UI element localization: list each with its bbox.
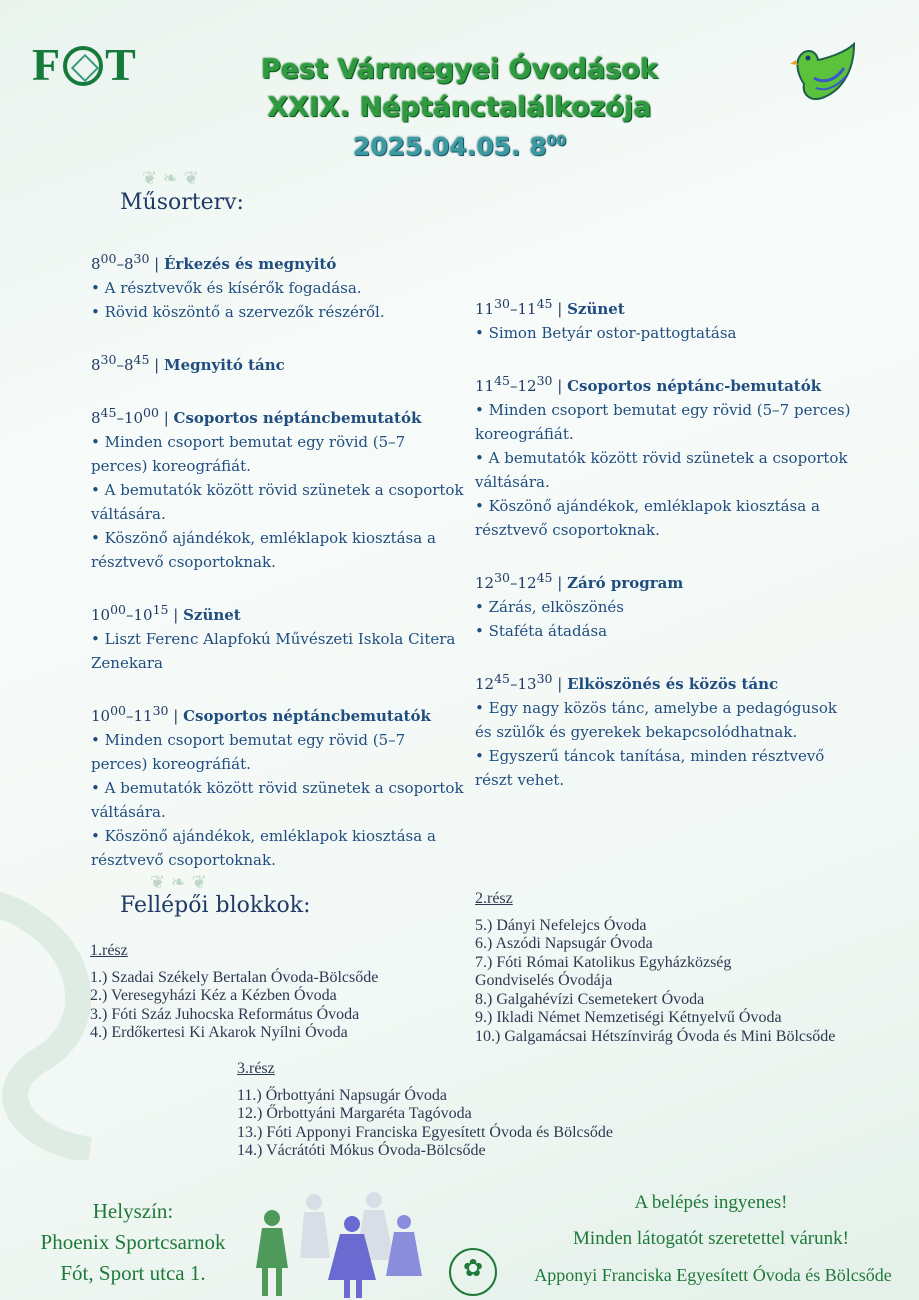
schedule-time: 45 xyxy=(536,296,553,311)
schedule-entry-title: Csoportos néptáncbemutatók xyxy=(183,707,431,725)
schedule-bullet: • A résztvevők és kísérők fogadása. xyxy=(91,279,362,297)
schedule-time: | xyxy=(168,606,184,624)
schedule-time: 00 xyxy=(110,703,126,718)
part3-label: 3.rész xyxy=(237,1060,275,1077)
schedule-entry xyxy=(91,699,466,872)
schedule-time: | xyxy=(552,377,568,395)
schedule-bullet: • Egyszerű táncok tanítása, minden résztvevő részt vehet. xyxy=(475,747,825,789)
part2-list xyxy=(475,890,875,1046)
schedule-time: –10 xyxy=(116,409,144,427)
part2-label: 2.rész xyxy=(475,890,513,907)
ornament-icon: ❦ ❧ ❦ xyxy=(142,168,199,189)
schedule-entry xyxy=(475,369,855,542)
schedule-bullet: • A bemutatók között rövid szünetek a csoportok váltására. xyxy=(91,481,464,523)
schedule-entry-header xyxy=(91,598,466,627)
schedule-time: 30 xyxy=(100,352,117,367)
schedule-entry-header xyxy=(91,247,466,276)
schedule-bullet: • Simon Betyár ostor-pattogtatása xyxy=(475,324,737,342)
schedule-entry-title: Szünet xyxy=(567,300,625,318)
schedule-time: 45 xyxy=(536,570,553,585)
schedule-time: | xyxy=(158,409,174,427)
schedule-time: 11 xyxy=(475,377,495,395)
organizer-name: Apponyi Franciska Egyesített Óvoda és Bölcsőde xyxy=(534,1265,892,1285)
event-date: 2025.04.05. $8^{00}$ xyxy=(352,132,567,161)
organizer-logo-icon xyxy=(449,1248,497,1296)
list-item: 8.) Galgahévízi Csemetekert Óvoda xyxy=(475,990,705,1008)
list-item: 9.) Ikladi Német Nemzetiségi Kétnyelvű Óvoda xyxy=(475,1009,782,1026)
schedule-time: 30 xyxy=(494,570,510,585)
schedule-bullet: • Köszönő ajándékok, emléklapok kiosztása a résztvevő csoportoknak. xyxy=(91,529,436,571)
schedule-entry-title: Érkezés és megnyitó xyxy=(164,255,337,273)
schedule-bullet: • Minden csoport bemutat egy rövid (5–7 perces) koreográfiát. xyxy=(475,401,851,443)
schedule-entry xyxy=(475,566,855,643)
schedule-bullet: • Minden csoport bemutat egy rövid (5–7 perces) koreográfiát. xyxy=(91,731,406,773)
schedule-time: | xyxy=(552,300,568,318)
schedule-time: 45 xyxy=(100,405,117,420)
venue-label: Helyszín: xyxy=(92,1199,174,1223)
schedule-time: | xyxy=(149,255,164,273)
schedule-time: 12 xyxy=(475,574,495,592)
schedule-entry-title: Szünet xyxy=(183,606,241,624)
schedule-entry-title: Csoportos néptánc-bemutatók xyxy=(567,377,822,395)
schedule-entry-title: Elköszönés és közös tánc xyxy=(567,675,779,693)
list-item: 12.) Őrbottyáni Margaréta Tagóvoda xyxy=(237,1105,472,1122)
schedule-bullet: • Staféta átadása xyxy=(475,622,608,640)
schedule-entry-title: Megnyitó tánc xyxy=(164,356,285,374)
schedule-time: 10 xyxy=(91,707,111,725)
list-item: 13.) Fóti Apponyi Franciska Egyesített Óvoda és Bölcsőde xyxy=(237,1123,613,1141)
schedule-time: | xyxy=(552,675,568,693)
schedule-entry-header xyxy=(475,292,855,321)
schedule-entry-header xyxy=(91,401,466,430)
schedule-entry-header xyxy=(475,369,855,398)
schedule-time: –10 xyxy=(126,606,153,624)
schedule-entry-header xyxy=(91,699,466,728)
schedule-bullet: • Köszönő ajándékok, emléklapok kiosztása a résztvevő csoportoknak. xyxy=(91,827,436,869)
venue-address: Fót, Sport utca 1. xyxy=(60,1261,206,1285)
schedule-bullet: • Zárás, elköszönés xyxy=(475,598,624,616)
schedule-time: –13 xyxy=(510,675,537,693)
schedule-entry-header xyxy=(91,348,466,377)
free-entry-text: A belépés ingyenes! xyxy=(634,1192,788,1213)
schedule-entry xyxy=(91,247,466,324)
dancers-illustration-icon xyxy=(244,1188,444,1300)
blocks-heading: Fellépői blokkok: xyxy=(120,893,311,918)
schedule-time: –11 xyxy=(126,707,153,725)
schedule-time: | xyxy=(168,707,184,725)
schedule-bullet: • A bemutatók között rövid szünetek a csoportok váltására. xyxy=(91,779,464,821)
schedule-time: –12 xyxy=(510,377,537,395)
part1-list xyxy=(90,942,470,1043)
schedule-bullet: • Liszt Ferenc Alapfokú Művészeti Iskola Citera Zenekara xyxy=(91,630,456,672)
part3-list xyxy=(237,1060,637,1161)
schedule-time: –12 xyxy=(510,574,537,592)
event-title-line2: XXIX. Néptánctalálkozója xyxy=(267,92,652,123)
schedule-time: 10 xyxy=(91,606,111,624)
schedule-entry-title: Záró program xyxy=(567,574,684,592)
schedule-time: 45 xyxy=(133,352,150,367)
schedule-time: 00 xyxy=(100,251,117,266)
venue-info xyxy=(22,1196,244,1289)
fot-logo: F T xyxy=(32,39,137,90)
schedule-time: 30 xyxy=(133,251,150,266)
list-item: 14.) Vácrátóti Mókus Óvoda-Bölcsőde xyxy=(237,1142,486,1159)
schedule-time: 30 xyxy=(536,373,553,388)
schedule-time: 45 xyxy=(494,373,510,388)
schedule-entry xyxy=(91,598,466,675)
schedule-time: 00 xyxy=(110,602,126,617)
schedule-bullet: • Rövid köszöntő a szervezők részéről. xyxy=(91,303,385,321)
program-heading: Műsorterv: xyxy=(120,190,244,215)
schedule-time: 30 xyxy=(152,703,169,718)
part1-label: 1.rész xyxy=(90,942,128,959)
schedule-time: 8 xyxy=(91,255,101,273)
schedule-time: 11 xyxy=(475,300,495,318)
ornament-icon: ❦ ❧ ❦ xyxy=(150,872,207,893)
schedule-bullet: • Köszönő ajándékok, emléklapok kiosztása a résztvevő csoportoknak. xyxy=(475,497,820,539)
schedule-entry xyxy=(91,348,466,377)
schedule-entry-title: Csoportos néptáncbemutatók xyxy=(173,409,422,427)
schedule-time: | xyxy=(552,574,568,592)
schedule-time: 15 xyxy=(152,602,169,617)
schedule-entry xyxy=(475,667,855,792)
schedule-bullet: • Egy nagy közös tánc, amelybe a pedagógusok és szülők és gyerekek bekapcsolódhatnak. xyxy=(475,699,837,741)
schedule-time: 30 xyxy=(536,671,553,686)
schedule-entry-header xyxy=(475,667,855,696)
schedule-entry xyxy=(475,292,855,345)
schedule-time: 12 xyxy=(475,675,495,693)
schedule-time: 30 xyxy=(494,296,510,311)
list-item: 10.) Galgamácsai Hétszínvirág Óvoda és Mini Bölcsőde xyxy=(475,1027,836,1045)
schedule-time: 45 xyxy=(494,671,510,686)
list-item: 1.) Szadai Székely Bertalan Óvoda-Bölcsőde xyxy=(90,968,379,986)
schedule-time: | xyxy=(149,356,164,374)
schedule-left-column xyxy=(91,247,466,896)
schedule-time: –11 xyxy=(510,300,537,318)
list-item: 11.) Őrbottyáni Napsugár Óvoda xyxy=(237,1086,448,1104)
schedule-bullet: • A bemutatók között rövid szünetek a csoportok váltására. xyxy=(475,449,848,491)
schedule-time: –8 xyxy=(116,255,134,273)
schedule-time: –8 xyxy=(116,356,134,374)
list-item: 7.) Fóti Római Katolikus Egyházközség Gondviselés Óvodája xyxy=(475,953,732,989)
venue-name: Phoenix Sportcsarnok xyxy=(40,1230,226,1254)
list-item: 6.) Aszódi Napsugár Óvoda xyxy=(475,935,653,952)
list-item: 4.) Erdőkertesi Ki Akarok Nyílni Óvoda xyxy=(90,1024,348,1041)
schedule-entry-header xyxy=(475,566,855,595)
list-item: 2.) Veresegyházi Kéz a Kézben Óvoda xyxy=(90,987,337,1004)
schedule-right-column xyxy=(475,292,855,816)
schedule-time: 8 xyxy=(91,356,101,374)
welcome-text: Minden látogatót szeretettel várunk! xyxy=(573,1228,849,1249)
schedule-time: 8 xyxy=(91,409,101,427)
schedule-entry xyxy=(91,401,466,574)
list-item: 3.) Fóti Száz Juhocska Református Óvoda xyxy=(90,1005,360,1023)
schedule-time: 00 xyxy=(143,405,159,420)
schedule-bullet: • Minden csoport bemutat egy rövid (5–7 perces) koreográfiát. xyxy=(91,433,406,475)
list-item: 5.) Dányi Nefelejcs Óvoda xyxy=(475,916,647,934)
event-title-line1: Pest Vármegyei Óvodások xyxy=(261,54,658,85)
